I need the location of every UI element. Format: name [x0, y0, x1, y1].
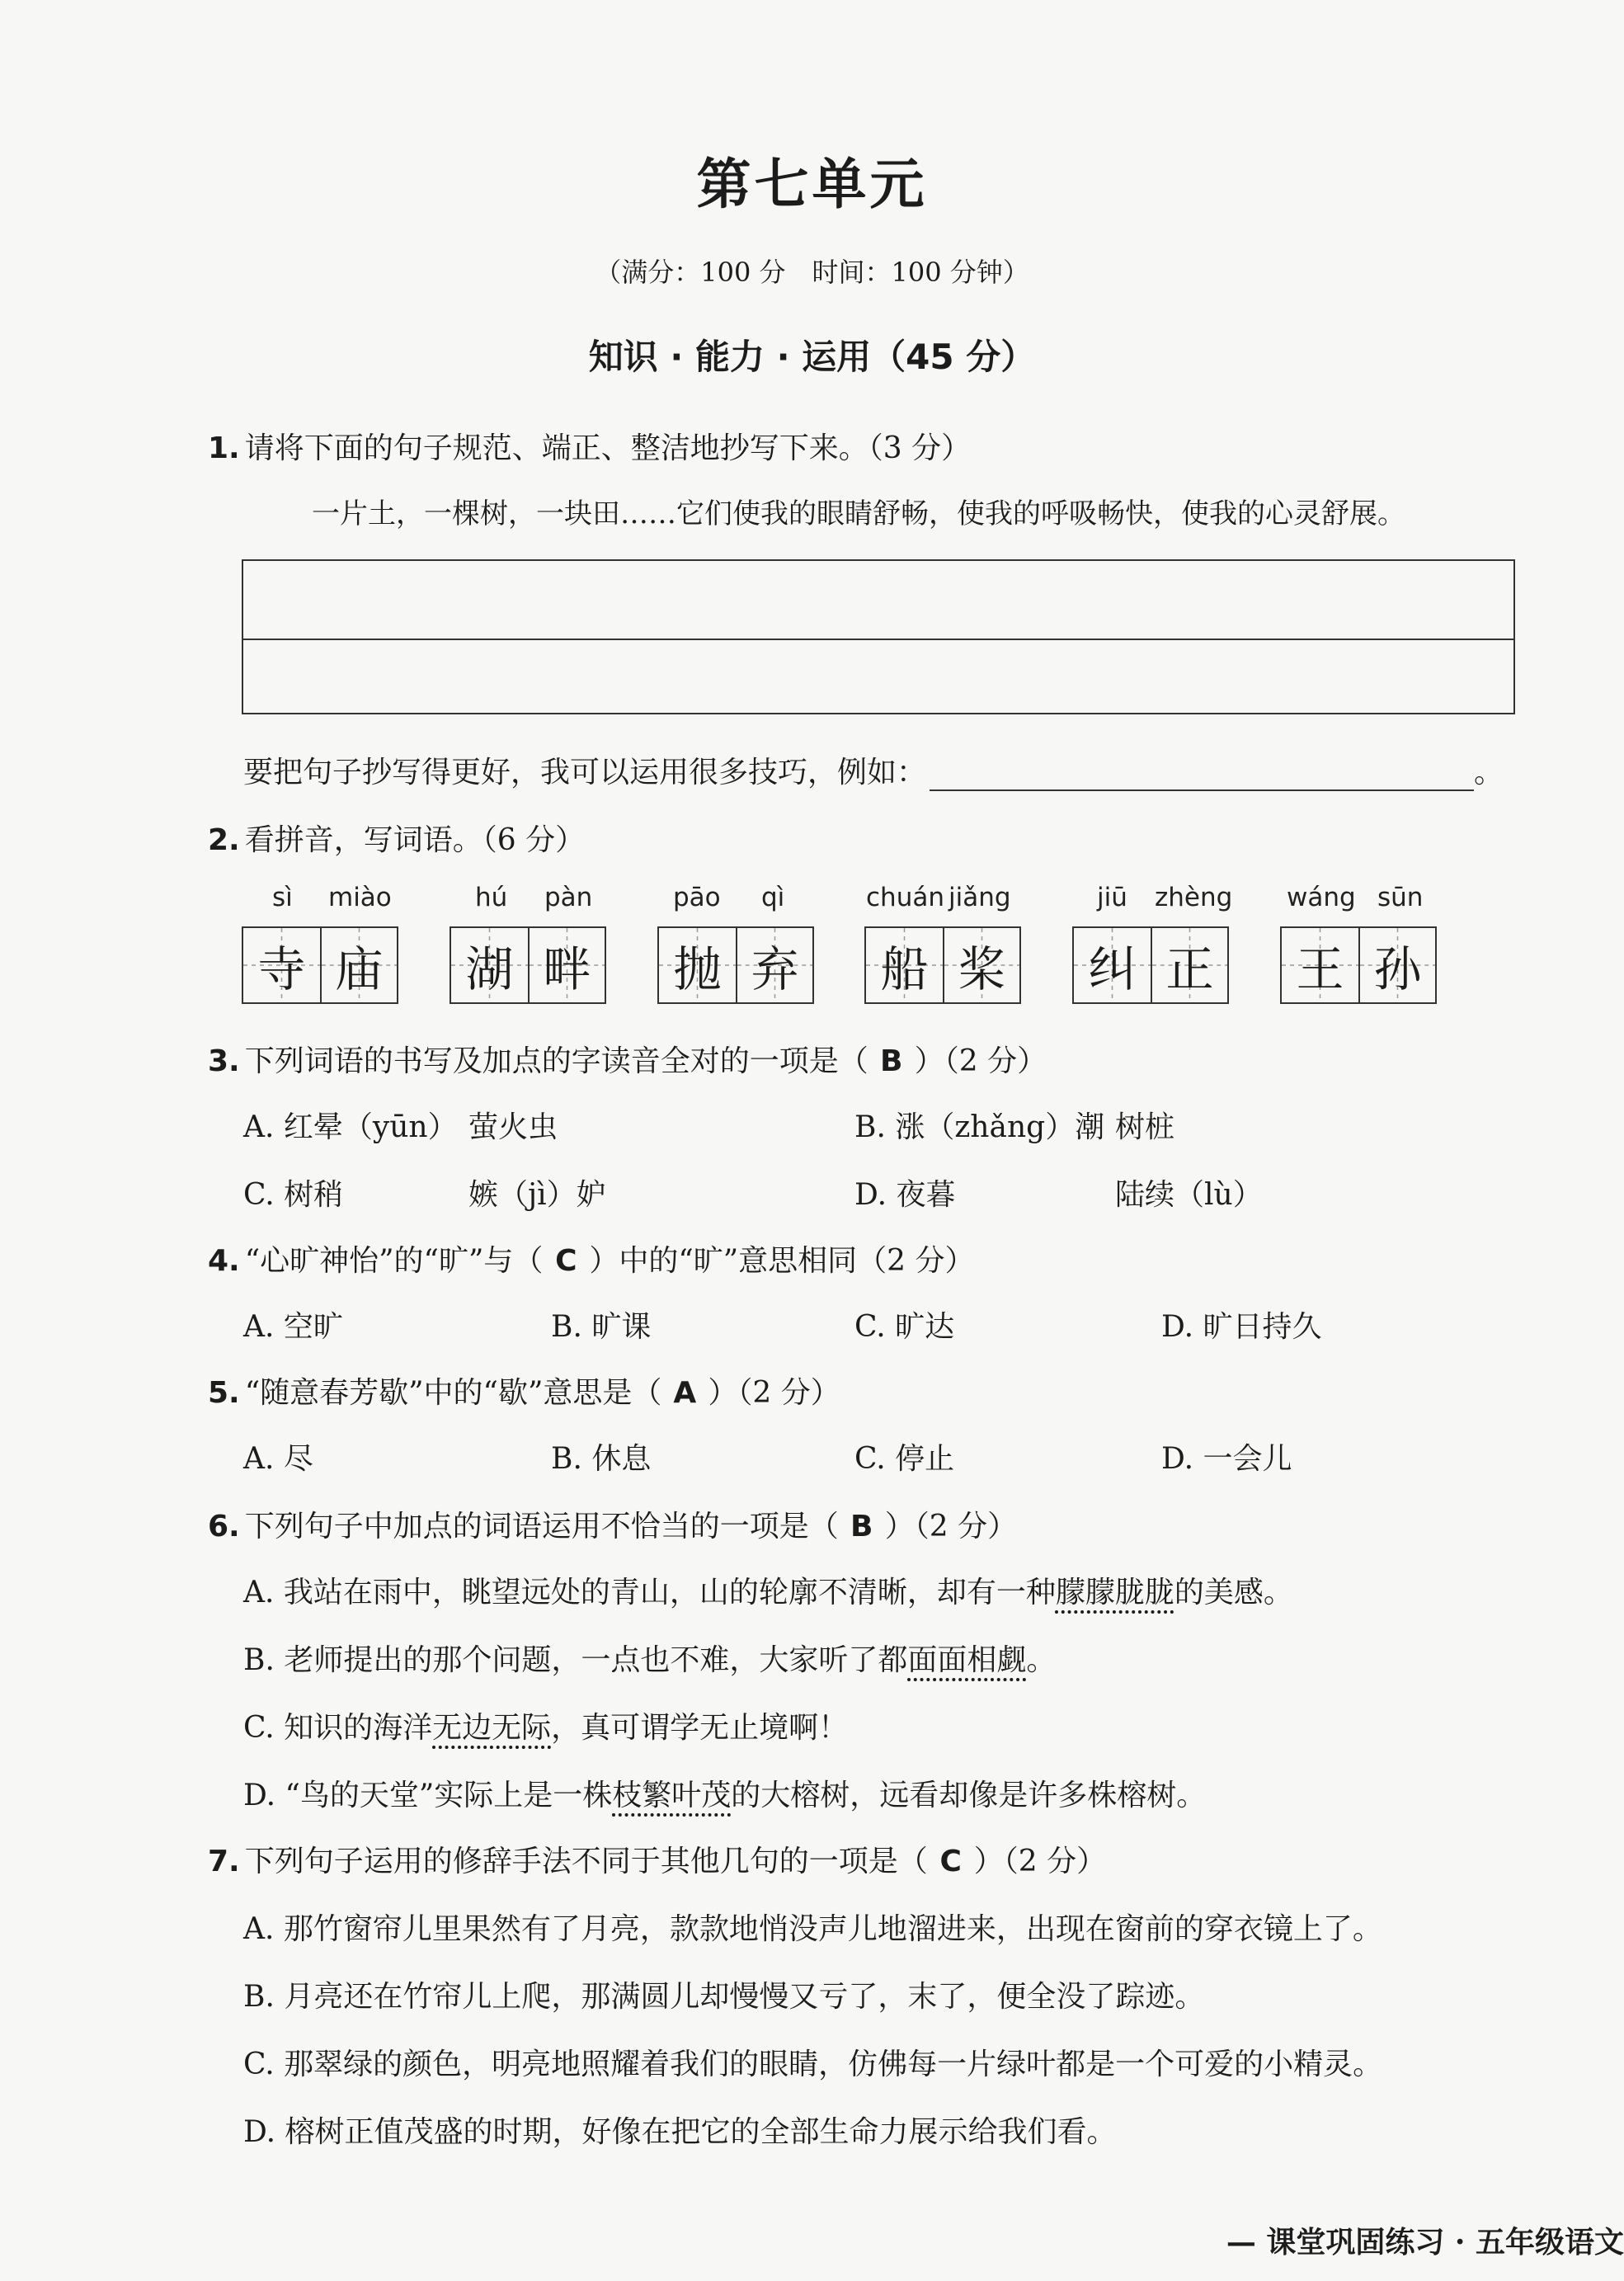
pinyin: pāo: [673, 883, 721, 912]
writing-cell[interactable]: 王: [1296, 941, 1344, 997]
question-stem: 看拼音，写词语。（6 分）: [244, 823, 586, 857]
option-c[interactable]: C. 停止: [854, 1442, 955, 1476]
answer-mark[interactable]: C: [939, 1845, 962, 1878]
writing-cell[interactable]: 孙: [1358, 928, 1435, 1002]
question-4: [208, 1237, 975, 1280]
pinyin: pàn: [544, 883, 593, 912]
writing-cell[interactable]: 抛: [673, 941, 722, 997]
writing-cell[interactable]: 庙: [320, 928, 397, 1002]
question-2: [208, 817, 585, 859]
question-stem: 下列词语的书写及加点的字读音全对的一项是（: [244, 1044, 868, 1078]
question-6: [208, 1503, 1017, 1545]
word-cells: [1280, 926, 1437, 1004]
option-a[interactable]: A. 那竹窗帘儿里果然有了月亮，款款地悄没声儿地溜进来，出现在窗前的穿衣镜上了。: [243, 1912, 1382, 1946]
option-a[interactable]: A. 我站在雨中，眺望远处的青山，山的轮廓不清晰，却有一种朦朦胧胧的美感。: [243, 1576, 1293, 1609]
option-b[interactable]: B. 老师提出的那个问题，一点也不难，大家听了都面面相觑。: [243, 1643, 1057, 1677]
option-d[interactable]: D. 旷日持久: [1161, 1310, 1322, 1344]
writing-cell[interactable]: 弃: [736, 928, 812, 1002]
answer-mark[interactable]: A: [673, 1376, 697, 1410]
writing-cell[interactable]: 湖: [465, 941, 514, 997]
option-a[interactable]: A. 空旷: [243, 1310, 343, 1344]
answer-mark[interactable]: B: [850, 1510, 873, 1543]
writing-cell[interactable]: 桨: [943, 928, 1019, 1002]
pinyin: wáng: [1287, 883, 1356, 912]
option-b[interactable]: B. 旷课: [551, 1310, 652, 1344]
question-stem-end: ）（2 分）: [884, 1510, 1018, 1543]
dotted-word: 无边无际: [432, 1711, 552, 1745]
question-stem: 下列句子中加点的词语运用不恰当的一项是（: [244, 1510, 839, 1543]
word-cells: [1072, 926, 1229, 1004]
word-cells: [450, 926, 606, 1004]
word-cells: [864, 926, 1021, 1004]
pinyin: chuán: [866, 883, 944, 912]
page-title: 第七单元: [696, 152, 928, 216]
pinyin: sì: [272, 883, 293, 912]
option-a-word: 萤火虫: [468, 1110, 558, 1144]
question-number: 5.: [208, 1376, 240, 1410]
pinyin: sūn: [1377, 883, 1424, 912]
pinyin: qì: [761, 883, 785, 912]
word-cells: [657, 926, 814, 1004]
option-d[interactable]: D. 一会儿: [1161, 1442, 1292, 1476]
option-d-word: 陆续（lù）: [1115, 1178, 1263, 1212]
question-stem-end: ）（2 分）: [708, 1376, 840, 1410]
option-b[interactable]: B. 月亮还在竹帘儿上爬，那满圆儿却慢慢又亏了，末了，便全没了踪迹。: [243, 1980, 1205, 2014]
option-c[interactable]: C. 旷达: [854, 1310, 955, 1344]
question-number: 3.: [208, 1044, 240, 1078]
question-stem-end: ）中的“旷”意思相同（2 分）: [589, 1244, 975, 1278]
followup-line: [243, 749, 1504, 791]
followup-end: 。: [1474, 756, 1504, 789]
dotted-word: 面面相觑: [907, 1643, 1027, 1677]
question-3: [208, 1038, 1047, 1080]
page-footer: — 课堂巩固练习 · 五年级语文: [1226, 2225, 1624, 2260]
pinyin: jiū: [1097, 883, 1127, 912]
section-heading: 知识 · 能力 · 运用（45 分）: [588, 337, 1036, 377]
question-number: 6.: [208, 1510, 240, 1543]
option-c[interactable]: C. 知识的海洋无边无际，真可谓学无止境啊！: [243, 1711, 849, 1745]
option-d[interactable]: D. “鸟的天堂”实际上是一株枝繁叶茂的大榕树，远看却像是许多株榕树。: [243, 1779, 1207, 1812]
question-number: 7.: [208, 1845, 240, 1878]
writing-cell[interactable]: 寺: [257, 941, 306, 997]
question-number: 1.: [208, 431, 240, 465]
option-d[interactable]: D. 夜暮: [854, 1178, 956, 1212]
question-number: 4.: [208, 1244, 240, 1278]
option-b[interactable]: B. 休息: [551, 1442, 652, 1476]
option-c[interactable]: C. 树稍: [243, 1178, 344, 1212]
followup-text: 要把句子抄写得更好，我可以运用很多技巧，例如：: [243, 756, 927, 789]
option-b-word: 树桩: [1115, 1110, 1175, 1144]
handwriting-line: [243, 639, 1513, 640]
answer-mark[interactable]: B: [880, 1044, 903, 1078]
question-7: [208, 1838, 1106, 1880]
option-a[interactable]: A. 尽: [243, 1442, 313, 1476]
question-stem-end: ）（2 分）: [973, 1845, 1107, 1878]
answer-blank[interactable]: [930, 765, 1474, 791]
pinyin: jiǎng: [949, 883, 1011, 912]
option-c[interactable]: C. 那翠绿的颜色，明亮地照耀着我们的眼睛，仿佛每一片绿叶都是一个可爱的小精灵。: [243, 2048, 1383, 2081]
copy-sentence: 一片土，一棵树，一块田……它们使我的眼睛舒畅，使我的呼吸畅快，使我的心灵舒展。: [312, 497, 1405, 530]
question-stem: 请将下面的句子规范、端正、整洁地抄写下来。（3 分）: [244, 431, 972, 465]
option-d[interactable]: D. 榕树正值茂盛的时期，好像在把它的全部生命力展示给我们看。: [243, 2115, 1117, 2149]
question-5: [208, 1369, 840, 1411]
option-c-word: 嫉（jì）妒: [468, 1178, 606, 1212]
writing-cell[interactable]: 正: [1151, 928, 1227, 1002]
question-number: 2.: [208, 823, 240, 857]
writing-cell[interactable]: 船: [880, 941, 929, 997]
answer-mark[interactable]: C: [555, 1244, 577, 1278]
handwriting-box[interactable]: [242, 559, 1515, 714]
question-stem-end: ）（2 分）: [914, 1044, 1047, 1078]
question-stem: “心旷神怡”的“旷”与（: [244, 1244, 544, 1278]
question-1: [208, 425, 971, 467]
dotted-word: 枝繁叶茂: [612, 1779, 732, 1812]
pinyin: hú: [475, 883, 508, 912]
question-stem: “随意春芳歇”中的“歇”意思是（: [244, 1376, 662, 1410]
writing-cell[interactable]: 纠: [1088, 941, 1137, 997]
option-b[interactable]: B. 涨（zhǎng）潮: [854, 1110, 1105, 1144]
option-a[interactable]: A. 红晕（yūn）: [243, 1110, 458, 1144]
dotted-word: 朦朦胧胧: [1055, 1576, 1174, 1609]
writing-cell[interactable]: 畔: [528, 928, 605, 1002]
pinyin: zhèng: [1155, 883, 1233, 912]
score-time-info: （满分：100 分 时间：100 分钟）: [595, 257, 1029, 288]
word-cells: [242, 926, 398, 1004]
pinyin: miào: [328, 883, 392, 912]
question-stem: 下列句子运用的修辞手法不同于其他几句的一项是（: [244, 1845, 928, 1878]
